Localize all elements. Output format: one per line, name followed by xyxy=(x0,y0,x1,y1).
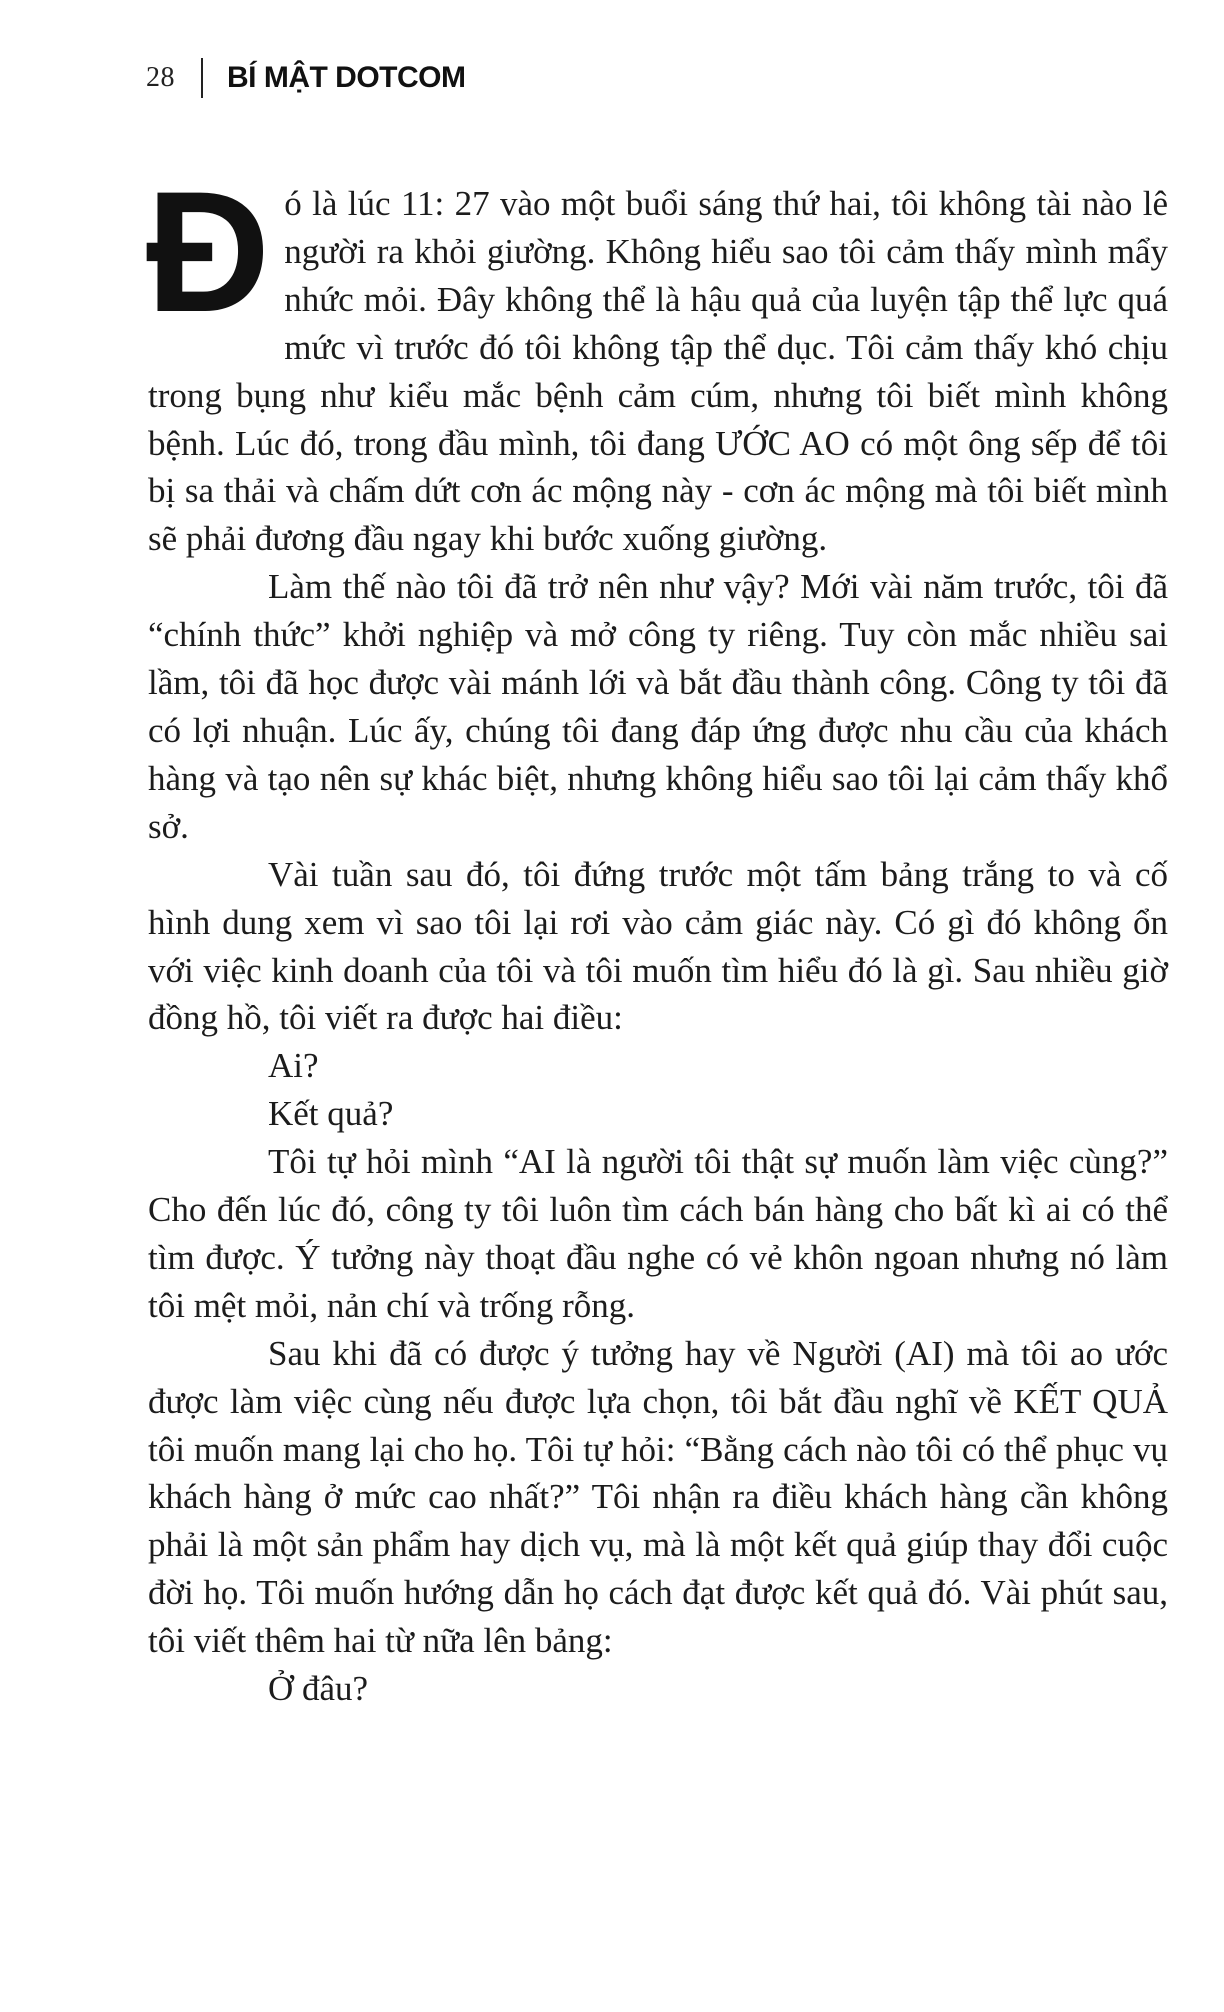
drop-cap: Đ xyxy=(146,156,271,348)
paragraph-2: Làm thế nào tôi đã trở nên như vậy? Mới vài năm trước, tôi đã “chính thức” khởi nghiệp và mở công ty riêng. Tuy còn mắc nhiều sai lầm, tôi đã học được vài mánh lới và bắt đầu thành công. Công ty tôi đã có lợi nhuận. Lúc ấy, chúng tôi đang đáp ứng được nhu cầu của khách hàng và tạo nên sự khác biệt, nhưng không hiểu sao tôi lại cảm thấy khổ sở. xyxy=(148,567,1168,846)
running-header xyxy=(146,52,465,104)
paragraph-5: Sau khi đã có được ý tưởng hay về Người (AI) mà tôi ao ước được làm việc cùng nếu được lựa chọn, tôi bắt đầu nghĩ về KẾT QUẢ tôi muốn mang lại cho họ. Tôi tự hỏi: “Bằng cách nào tôi có thể phục vụ khách hàng ở mức cao nhất?” Tôi nhận ra điều khách hàng cần không phải là một sản phẩm hay dịch vụ, mà là một kết quả giúp thay đổi cuộc đời họ. Tôi muốn hướng dẫn họ cách đạt được kết quả đó. Vài phút sau, tôi viết thêm hai từ nữa lên bảng: xyxy=(148,1333,1168,1661)
paragraph-1-text: ó là lúc 11: 27 vào một buổi sáng thứ hai, tôi không tài nào lê người ra khỏi giường. Không hiểu sao tôi cảm thấy mình mẩy nhức mỏi. Đây không thể là hậu quả của luyện tập thể lực quá mức vì trước đó tôi không tập thể dục. Tôi cảm thấy khó chịu trong bụng như kiểu mắc bệnh cảm cúm, nhưng tôi biết mình không bệnh. Lúc đó, trong đầu mình, tôi đang ƯỚC AO có một ông sếp để tôi bị sa thải và chấm dứt cơn ác mộng này - cơn ác mộng mà tôi biết mình sẽ phải đương đầu ngay khi bước xuống giường. xyxy=(148,184,1168,559)
question-ket-qua: Kết quả? xyxy=(268,1094,394,1134)
page-number: 28 xyxy=(146,62,175,93)
paragraph-4: Tôi tự hỏi mình “AI là người tôi thật sự muốn làm việc cùng?” Cho đến lúc đó, công ty tôi luôn tìm cách bán hàng cho bất kì ai có thể tìm được. Ý tưởng này thoạt đầu nghe có vẻ khôn ngoan nhưng nó làm tôi mệt mỏi, nản chí và trống rỗng. xyxy=(148,1142,1168,1325)
body-text xyxy=(146,156,1168,1713)
paragraph-3: Vài tuần sau đó, tôi đứng trước một tấm bảng trắng to và cố hình dung xem vì sao tôi lại rơi vào cảm giác này. Có gì đó không ổn với việc kinh doanh của tôi và tôi muốn tìm hiểu đó là gì. Sau nhiều giờ đồng hồ, tôi viết ra được hai điều: xyxy=(148,854,1168,1038)
book-title: BÍ MẬT DOTCOM xyxy=(227,61,466,94)
question-o-dau: Ở đâu? xyxy=(268,1669,369,1709)
paragraph-1 xyxy=(146,156,1168,563)
header-divider xyxy=(201,58,203,98)
question-ai: Ai? xyxy=(268,1046,319,1086)
